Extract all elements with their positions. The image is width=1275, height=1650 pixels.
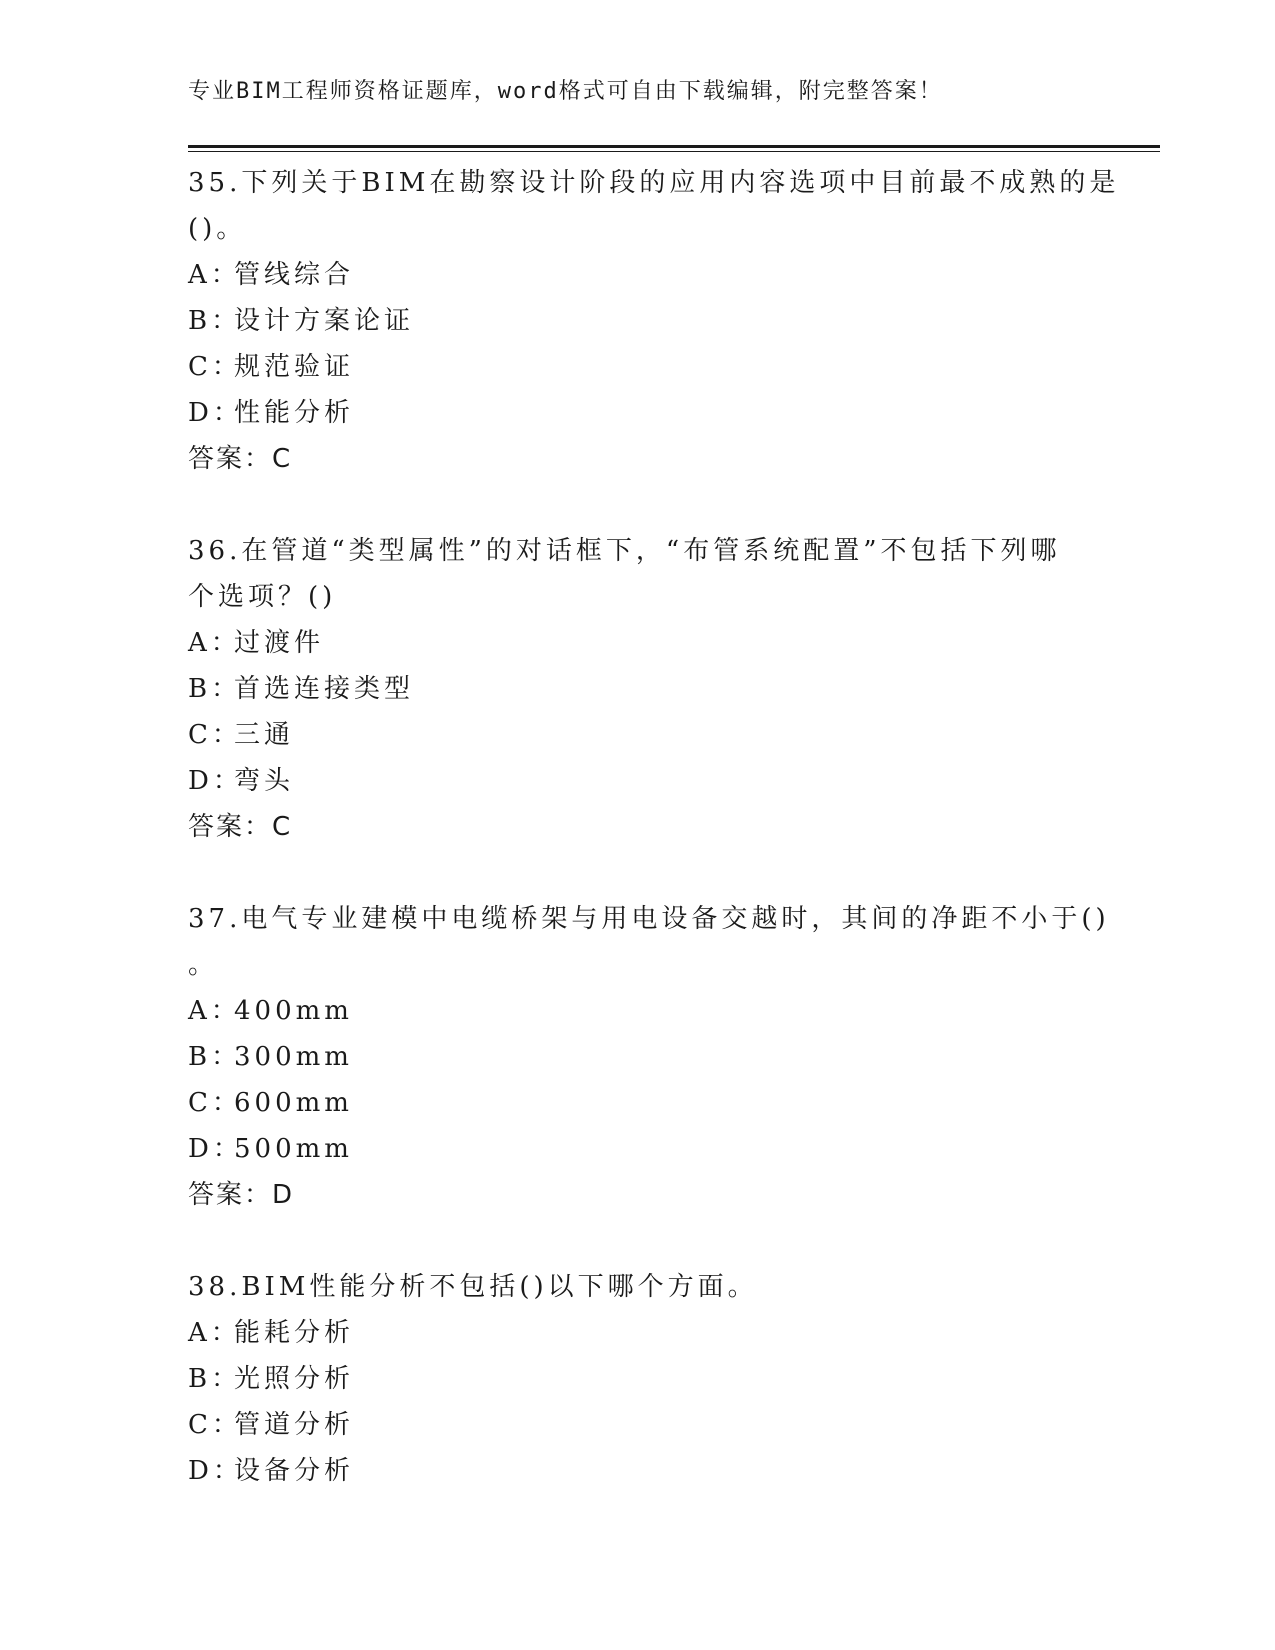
option-a (188, 252, 1088, 298)
question-stem-line: 36.在管道“类型属性”的对话框下，“布管系统配置”不包括下列哪 (188, 536, 1061, 566)
option-text: 三通 (234, 720, 295, 750)
question-stem-line: 37.电气专业建模中电缆桥架与用电设备交越时，其间的净距不小于() (188, 904, 1110, 934)
option-text: 规范验证 (234, 352, 355, 382)
answer-line: 答案：C (188, 444, 293, 474)
option-c (188, 344, 1088, 390)
option-letter: B： (188, 674, 242, 704)
option-text: 性能分析 (234, 398, 355, 428)
option-letter: A： (188, 260, 241, 290)
option-text: 首选连接类型 (234, 674, 415, 704)
option-text: 弯头 (234, 766, 295, 796)
question-stem-line: 。 (188, 950, 219, 980)
option-a (188, 988, 1088, 1034)
question-stem-line: 35.下列关于BIM在勘察设计阶段的应用内容选项中目前最不成熟的是 (188, 168, 1120, 198)
question-35 (188, 160, 1120, 482)
option-letter: A： (188, 628, 241, 658)
option-text: 设计方案论证 (234, 306, 415, 336)
question-37 (188, 896, 1110, 1218)
option-letter: A： (188, 1318, 241, 1348)
question-list (188, 160, 1120, 1540)
option-b (188, 298, 1088, 344)
option-a (188, 1310, 1088, 1356)
option-text: 设备分析 (234, 1456, 355, 1486)
option-text: 300mm (234, 1042, 353, 1072)
option-text: 能耗分析 (234, 1318, 355, 1348)
option-letter: D： (188, 1456, 243, 1486)
page-header: 专业BIM工程师资格证题库，word格式可自由下载编辑，附完整答案！ (188, 79, 943, 104)
option-letter: C： (188, 352, 242, 382)
option-letter: C： (188, 1410, 242, 1440)
option-a (188, 620, 1088, 666)
option-text: 过渡件 (234, 628, 325, 658)
option-d (188, 390, 1088, 436)
question-stem-line: 38.BIM性能分析不包括()以下哪个方面。 (188, 1272, 758, 1302)
option-letter: D： (188, 398, 243, 428)
question-38 (188, 1264, 1088, 1494)
option-letter: C： (188, 1088, 242, 1118)
option-text: 400mm (234, 996, 353, 1026)
header-rule-thin (188, 151, 1160, 152)
answer-line: 答案：D (188, 1180, 295, 1210)
option-c (188, 1080, 1088, 1126)
option-d (188, 1126, 1088, 1172)
option-letter: B： (188, 1042, 242, 1072)
option-letter: B： (188, 306, 242, 336)
option-letter: C： (188, 720, 242, 750)
option-c (188, 712, 1088, 758)
option-letter: D： (188, 766, 243, 796)
option-letter: B： (188, 1364, 242, 1394)
option-b (188, 1034, 1088, 1080)
question-stem-line: ()。 (188, 214, 247, 244)
answer-line: 答案：C (188, 812, 293, 842)
option-text: 光照分析 (234, 1364, 355, 1394)
option-text: 管道分析 (234, 1410, 355, 1440)
header-rule-thick (188, 145, 1160, 148)
option-d (188, 758, 1088, 804)
question-stem-line: 个选项？() (188, 582, 337, 612)
option-letter: D： (188, 1134, 243, 1164)
option-b (188, 1356, 1088, 1402)
question-36 (188, 528, 1088, 850)
option-text: 管线综合 (234, 260, 355, 290)
option-c (188, 1402, 1088, 1448)
option-letter: A： (188, 996, 241, 1026)
option-d (188, 1448, 1088, 1494)
option-b (188, 666, 1088, 712)
option-text: 500mm (234, 1134, 353, 1164)
option-text: 600mm (234, 1088, 353, 1118)
